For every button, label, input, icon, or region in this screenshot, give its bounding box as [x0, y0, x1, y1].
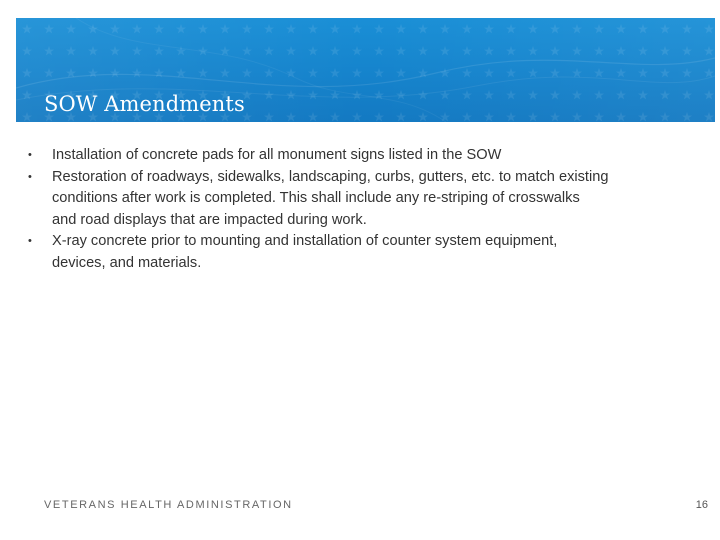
bullet-item	[28, 145, 688, 167]
bullet-text	[52, 167, 688, 232]
bullet-text	[52, 145, 688, 167]
bullet-icon: •	[28, 235, 32, 247]
bullet-text	[52, 231, 688, 274]
bullet-line: X-ray concrete prior to mounting and installation of counter system equipment,	[52, 233, 558, 249]
footer-organization: VETERANS HEALTH ADMINISTRATION	[44, 499, 293, 511]
bullet-icon: •	[28, 170, 32, 183]
bullet-item	[28, 167, 688, 232]
slide-title: SOW Amendments	[44, 92, 245, 116]
bullet-item	[28, 231, 688, 274]
bullet-line: Restoration of roadways, sidewalks, landscaping, curbs, gutters, etc. to match existing	[52, 168, 609, 185]
bullet-list	[28, 145, 688, 274]
bullet-line: conditions after work is completed. This shall include any re-striping of crosswalks	[52, 190, 580, 206]
bullet-line: and road displays that are impacted during work.	[52, 211, 367, 228]
bullet-icon: •	[28, 149, 32, 161]
page-number: 16	[695, 499, 708, 511]
bullet-line: devices, and materials.	[52, 254, 202, 271]
bullet-line: Installation of concrete pads for all monument signs listed in the SOW	[52, 147, 502, 163]
